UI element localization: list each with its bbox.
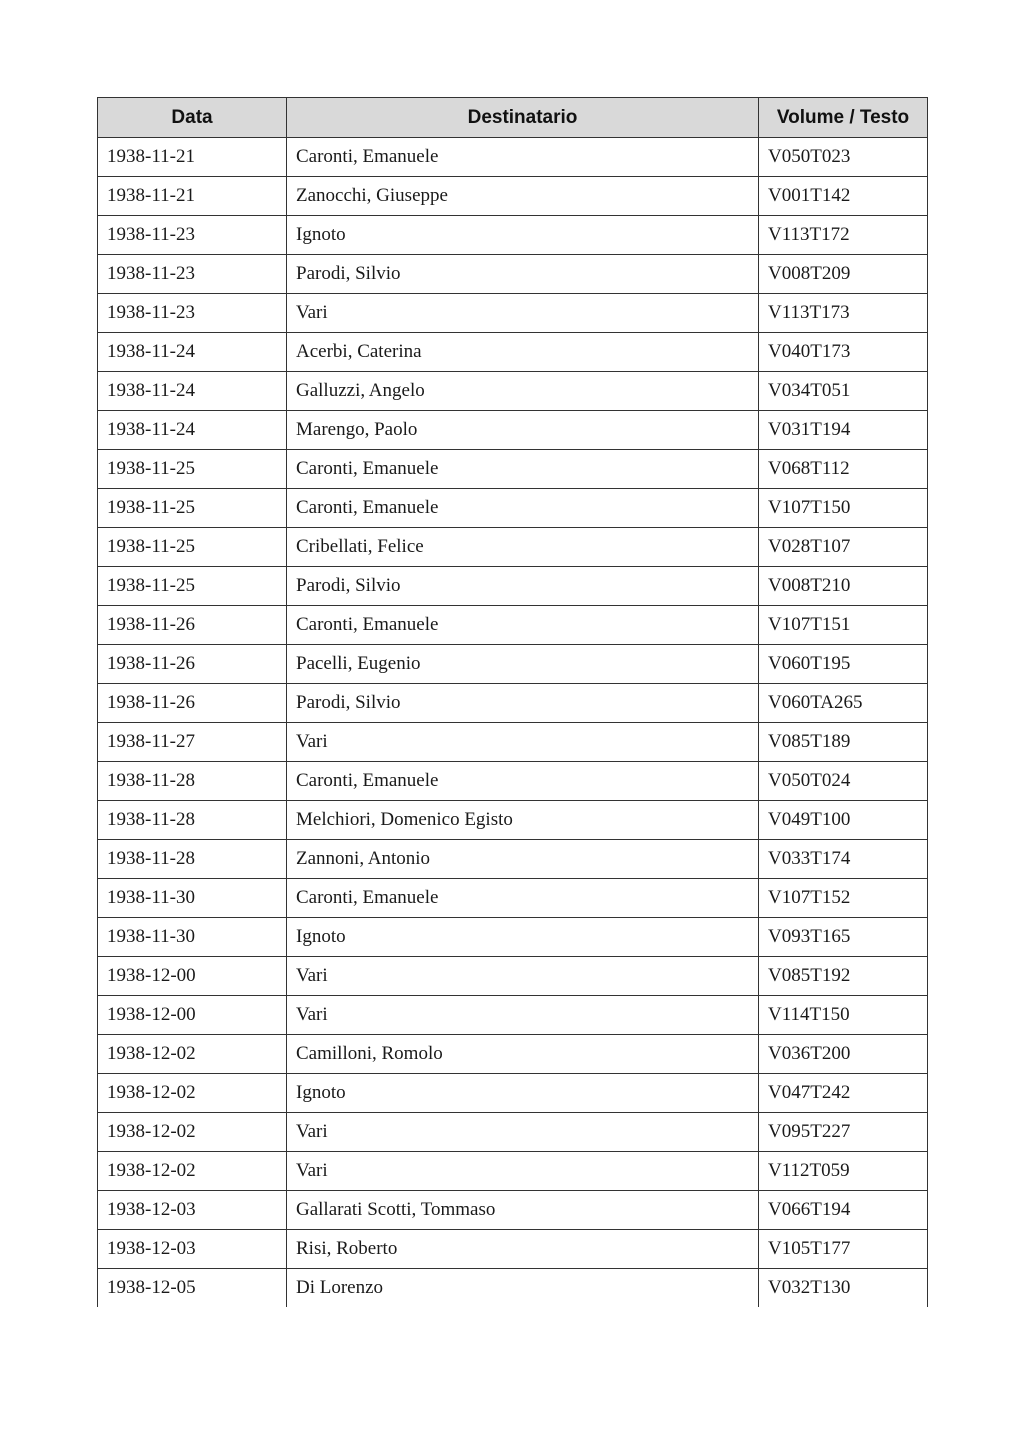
cell-volume-text: V107T152 [759,879,928,918]
cell-volume-text: V001T142 [759,177,928,216]
cell-recipient: Ignoto [287,216,759,255]
table-header [98,98,928,138]
cell-recipient: Caronti, Emanuele [287,138,759,177]
cell-volume-text: V049T100 [759,801,928,840]
cell-recipient: Ignoto [287,1074,759,1113]
cell-volume-text: V050T023 [759,138,928,177]
table-row [98,801,928,840]
table-row [98,606,928,645]
cell-date: 1938-11-25 [98,450,287,489]
table-row [98,1152,928,1191]
cell-recipient: Vari [287,1113,759,1152]
table-row [98,372,928,411]
cell-volume-text: V031T194 [759,411,928,450]
cell-recipient: Risi, Roberto [287,1230,759,1269]
cell-date: 1938-12-02 [98,1152,287,1191]
table-row [98,1113,928,1152]
cell-volume-text: V068T112 [759,450,928,489]
cell-date: 1938-11-24 [98,411,287,450]
cell-volume-text: V050T024 [759,762,928,801]
table-row [98,489,928,528]
table-row [98,957,928,996]
cell-date: 1938-11-28 [98,762,287,801]
table-row [98,645,928,684]
document-page [97,97,927,1307]
cell-volume-text: V028T107 [759,528,928,567]
table-row [98,177,928,216]
cell-recipient: Caronti, Emanuele [287,879,759,918]
cell-date: 1938-11-30 [98,918,287,957]
cell-volume-text: V060TA265 [759,684,928,723]
cell-date: 1938-12-02 [98,1113,287,1152]
cell-recipient: Vari [287,294,759,333]
header-volume-text: Volume / Testo [759,98,928,138]
cell-recipient: Galluzzi, Angelo [287,372,759,411]
table-row [98,762,928,801]
cell-recipient: Acerbi, Caterina [287,333,759,372]
cell-volume-text: V066T194 [759,1191,928,1230]
cell-date: 1938-11-26 [98,684,287,723]
cell-recipient: Parodi, Silvio [287,567,759,606]
cell-date: 1938-12-02 [98,1074,287,1113]
cell-recipient: Gallarati Scotti, Tommaso [287,1191,759,1230]
cell-recipient: Parodi, Silvio [287,684,759,723]
cell-volume-text: V034T051 [759,372,928,411]
cell-volume-text: V113T172 [759,216,928,255]
table-row [98,879,928,918]
table-row [98,918,928,957]
header-date: Data [98,98,287,138]
cell-volume-text: V107T151 [759,606,928,645]
table-row [98,216,928,255]
cell-date: 1938-11-21 [98,138,287,177]
cell-recipient: Caronti, Emanuele [287,606,759,645]
table-row [98,333,928,372]
cell-date: 1938-11-26 [98,606,287,645]
cell-volume-text: V093T165 [759,918,928,957]
table-row [98,528,928,567]
table-row [98,1230,928,1269]
table-row [98,138,928,177]
cell-volume-text: V047T242 [759,1074,928,1113]
cell-recipient: Zanocchi, Giuseppe [287,177,759,216]
cell-recipient: Melchiori, Domenico Egisto [287,801,759,840]
cell-recipient: Caronti, Emanuele [287,450,759,489]
cell-volume-text: V107T150 [759,489,928,528]
cell-date: 1938-11-25 [98,567,287,606]
header-recipient: Destinatario [287,98,759,138]
cell-volume-text: V085T192 [759,957,928,996]
table-row [98,1269,928,1308]
cell-recipient: Zannoni, Antonio [287,840,759,879]
table-row [98,294,928,333]
cell-date: 1938-11-26 [98,645,287,684]
cell-date: 1938-12-00 [98,996,287,1035]
cell-volume-text: V040T173 [759,333,928,372]
cell-volume-text: V085T189 [759,723,928,762]
cell-recipient: Caronti, Emanuele [287,762,759,801]
cell-volume-text: V033T174 [759,840,928,879]
cell-date: 1938-11-24 [98,372,287,411]
cell-recipient: Pacelli, Eugenio [287,645,759,684]
cell-date: 1938-12-03 [98,1230,287,1269]
cell-volume-text: V113T173 [759,294,928,333]
cell-recipient: Marengo, Paolo [287,411,759,450]
cell-date: 1938-11-28 [98,840,287,879]
cell-recipient: Cribellati, Felice [287,528,759,567]
cell-recipient: Parodi, Silvio [287,255,759,294]
cell-recipient: Vari [287,1152,759,1191]
table-row [98,1035,928,1074]
cell-date: 1938-11-27 [98,723,287,762]
cell-date: 1938-11-25 [98,489,287,528]
cell-recipient: Vari [287,957,759,996]
cell-volume-text: V095T227 [759,1113,928,1152]
cell-date: 1938-11-23 [98,216,287,255]
cell-recipient: Camilloni, Romolo [287,1035,759,1074]
table-body [98,138,928,1308]
cell-date: 1938-11-23 [98,294,287,333]
cell-recipient: Vari [287,723,759,762]
cell-date: 1938-11-23 [98,255,287,294]
cell-date: 1938-11-28 [98,801,287,840]
cell-recipient: Caronti, Emanuele [287,489,759,528]
cell-volume-text: V008T209 [759,255,928,294]
table-row [98,450,928,489]
cell-volume-text: V105T177 [759,1230,928,1269]
table-row [98,684,928,723]
cell-recipient: Vari [287,996,759,1035]
table-row [98,996,928,1035]
table-row [98,840,928,879]
cell-volume-text: V032T130 [759,1269,928,1308]
letters-table [97,97,928,1307]
cell-date: 1938-11-30 [98,879,287,918]
cell-volume-text: V112T059 [759,1152,928,1191]
cell-date: 1938-11-24 [98,333,287,372]
cell-date: 1938-12-05 [98,1269,287,1308]
cell-recipient: Ignoto [287,918,759,957]
cell-date: 1938-12-02 [98,1035,287,1074]
table-row [98,567,928,606]
cell-volume-text: V008T210 [759,567,928,606]
cell-volume-text: V060T195 [759,645,928,684]
cell-date: 1938-11-25 [98,528,287,567]
table-row [98,411,928,450]
cell-date: 1938-12-03 [98,1191,287,1230]
table-row [98,723,928,762]
cell-volume-text: V114T150 [759,996,928,1035]
cell-volume-text: V036T200 [759,1035,928,1074]
cell-recipient: Di Lorenzo [287,1269,759,1308]
cell-date: 1938-11-21 [98,177,287,216]
header-row [98,98,928,138]
cell-date: 1938-12-00 [98,957,287,996]
table-row [98,1074,928,1113]
table-row [98,255,928,294]
table-row [98,1191,928,1230]
